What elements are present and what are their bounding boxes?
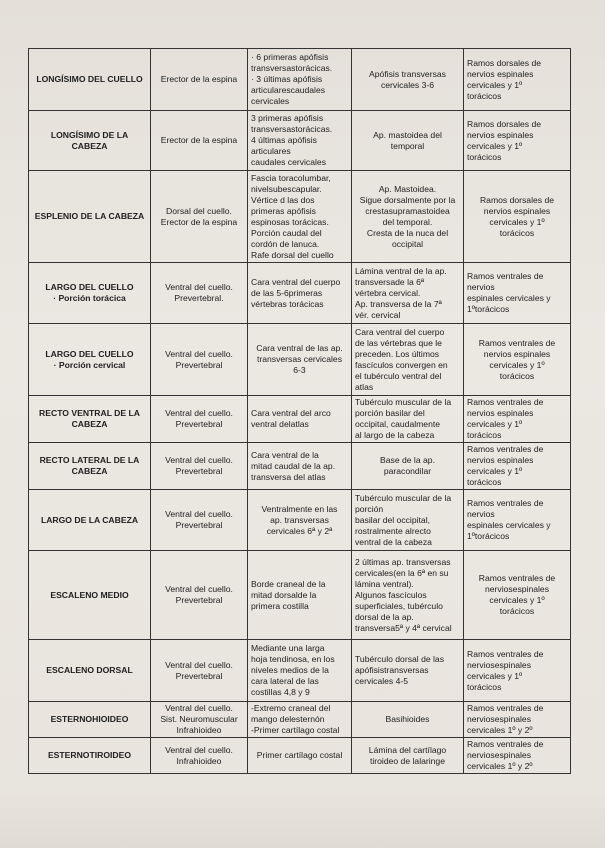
muscle-nerve: Ramos ventrales de nerviosespinales cervicales 1º y 2º	[464, 702, 571, 738]
muscle-origin: Borde craneal de la mitad dorsalde la primera costilla	[248, 551, 352, 640]
muscle-origin: Fascia toracolumbar, nivelsubescapular. Vértice d las dos primeras apófisis espinosas torácicas. Porción caudal del cordón de lanuca. Rafe dorsal del cuello	[248, 171, 352, 263]
muscle-insertion: Lámina del cartílago tiroideo de lalaringe	[352, 738, 464, 774]
muscle-name: ESTERNOTIROIDEO	[29, 738, 151, 774]
muscle-nerve: Ramos dorsales de nervios espinales cervicales y 1º torácicos	[464, 171, 571, 263]
muscle-nerve: Ramos ventrales de nervios espinales cervicales y 1º torácicos	[464, 324, 571, 396]
muscle-nerve: Ramos ventrales de nerviosespinales cervicales y 1º torácicos	[464, 640, 571, 702]
muscle-nerve: Ramos dorsales de nervios espinales cervicales y 1º torácicos	[464, 111, 571, 171]
table-row	[29, 396, 571, 443]
muscle-table	[28, 48, 571, 774]
muscle-nerve: Ramos ventrales de nerviosespinales cervicales 1º y 2º	[464, 738, 571, 774]
table-row	[29, 171, 571, 263]
muscle-insertion: Tubérculo muscular de la porción basilar del occipital, rostralmente alrecto ventral de la cabeza	[352, 490, 464, 551]
muscle-name: ESPLENIO DE LA CABEZA	[29, 171, 151, 263]
muscle-name: LONGÍSIMO DE LA CABEZA	[29, 111, 151, 171]
muscle-insertion: Tubérculo dorsal de las apófisistransversas cervicales 4-5	[352, 640, 464, 702]
muscle-origin: Cara ventral de las ap. transversas cervicales 6-3	[248, 324, 352, 396]
muscle-name: LARGO DEL CUELLO · Porción cervical	[29, 324, 151, 396]
muscle-group: Erector de la espina	[151, 111, 248, 171]
muscle-name: LARGO DE LA CABEZA	[29, 490, 151, 551]
muscle-name: LONGÍSIMO DEL CUELLO	[29, 49, 151, 111]
page-bottom-shadow	[0, 790, 605, 848]
muscle-name: LARGO DEL CUELLO · Porción torácica	[29, 263, 151, 324]
muscle-origin: Cara ventral del arco ventral delatlas	[248, 396, 352, 443]
muscle-origin: Ventralmente en las ap. transversas cervicales 6ª y 2ª	[248, 490, 352, 551]
table-row	[29, 640, 571, 702]
muscle-group: Dorsal del cuello. Erector de la espina	[151, 171, 248, 263]
table-row	[29, 490, 571, 551]
muscle-name: ESCALENO DORSAL	[29, 640, 151, 702]
table-row	[29, 324, 571, 396]
muscle-group: Ventral del cuello. Prevertebral	[151, 551, 248, 640]
muscle-origin: Primer cartílago costal	[248, 738, 352, 774]
muscle-nerve: Ramos dorsales de nervios espinales cervicales y 1º torácicos	[464, 49, 571, 111]
table-row	[29, 702, 571, 738]
muscle-nerve: Ramos ventrales de nervios espinales cervicales y 1ºtorácicos	[464, 490, 571, 551]
muscle-name: ESTERNOHIOIDEO	[29, 702, 151, 738]
table-row	[29, 49, 571, 111]
muscle-group: Ventral del cuello. Prevertebral.	[151, 263, 248, 324]
muscle-origin: · 6 primeras apófisis transversastorácicas. · 3 últimas apófisis articularescaudales cervicales	[248, 49, 352, 111]
muscle-name: RECTO VENTRAL DE LA CABEZA	[29, 396, 151, 443]
table-row	[29, 111, 571, 171]
muscle-origin: Mediante una larga hoja tendinosa, en los niveles medios de la cara lateral de las costillas 4,8 y 9	[248, 640, 352, 702]
muscle-insertion: 2 últimas ap. transversas cervicales(en la 6ª en su lámina ventral). Algunos fascículos superficiales, tubérculo dorsal de la ap. transversa5ª y 4ª cervical	[352, 551, 464, 640]
muscle-insertion: Base de la ap. paracondilar	[352, 443, 464, 490]
table-row	[29, 443, 571, 490]
muscle-nerve: Ramos ventrales de nervios espinales cervicales y 1ºtorácicos	[464, 263, 571, 324]
muscle-nerve: Ramos ventrales de nervios espinales cervicales y 1º torácicos	[464, 443, 571, 490]
table-row	[29, 738, 571, 774]
muscle-nerve: Ramos ventrales de nerviosespinales cervicales y 1º torácicos	[464, 551, 571, 640]
muscle-origin: 3 primeras apófisis transversastorácicas. 4 últimas apófisis articulares caudales cervicales	[248, 111, 352, 171]
muscle-origin: Cara ventral de la mitad caudal de la ap. transversa del atlas	[248, 443, 352, 490]
muscle-group: Ventral del cuello. Sist. Neuromuscular Infrahioideo	[151, 702, 248, 738]
table-row	[29, 551, 571, 640]
muscle-insertion: Cara ventral del cuerpo de las vértebras que le preceden. Los últimos fascículos convergen en el tubérculo ventral del atlas	[352, 324, 464, 396]
muscle-group: Ventral del cuello. Prevertebral	[151, 640, 248, 702]
muscle-insertion: Lámina ventral de la ap. transversade la 6ª vértebra cervical. Ap. transversa de la 7ª vér. cervical	[352, 263, 464, 324]
muscle-insertion: Basihioides	[352, 702, 464, 738]
muscle-origin: -Extremo craneal del mango delesternón -Primer cartílago costal	[248, 702, 352, 738]
muscle-group: Ventral del cuello. Prevertebral	[151, 324, 248, 396]
muscle-insertion: Ap. Mastoidea. Sigue dorsalmente por la crestasupramastoidea del temporal. Cresta de la nuca del occipital	[352, 171, 464, 263]
muscle-insertion: Ap. mastoidea del temporal	[352, 111, 464, 171]
muscle-origin: Cara ventral del cuerpo de las 5-6primeras vértebras torácicas	[248, 263, 352, 324]
muscle-group: Ventral del cuello. Prevertebral	[151, 443, 248, 490]
muscle-group: Erector de la espina	[151, 49, 248, 111]
muscle-name: RECTO LATERAL DE LA CABEZA	[29, 443, 151, 490]
muscle-insertion: Apófisis transversas cervicales 3-6	[352, 49, 464, 111]
table-row	[29, 263, 571, 324]
muscle-nerve: Ramos ventrales de nervios espinales cervicales y 1º torácicos	[464, 396, 571, 443]
muscle-group: Ventral del cuello. Prevertebral	[151, 490, 248, 551]
muscle-group: Ventral del cuello. Infrahioideo	[151, 738, 248, 774]
muscle-group: Ventral del cuello. Prevertebral	[151, 396, 248, 443]
muscle-insertion: Tubérculo muscular de la porción basilar del occipital, caudalmente al largo de la cabeza	[352, 396, 464, 443]
muscle-name: ESCALENO MEDIO	[29, 551, 151, 640]
